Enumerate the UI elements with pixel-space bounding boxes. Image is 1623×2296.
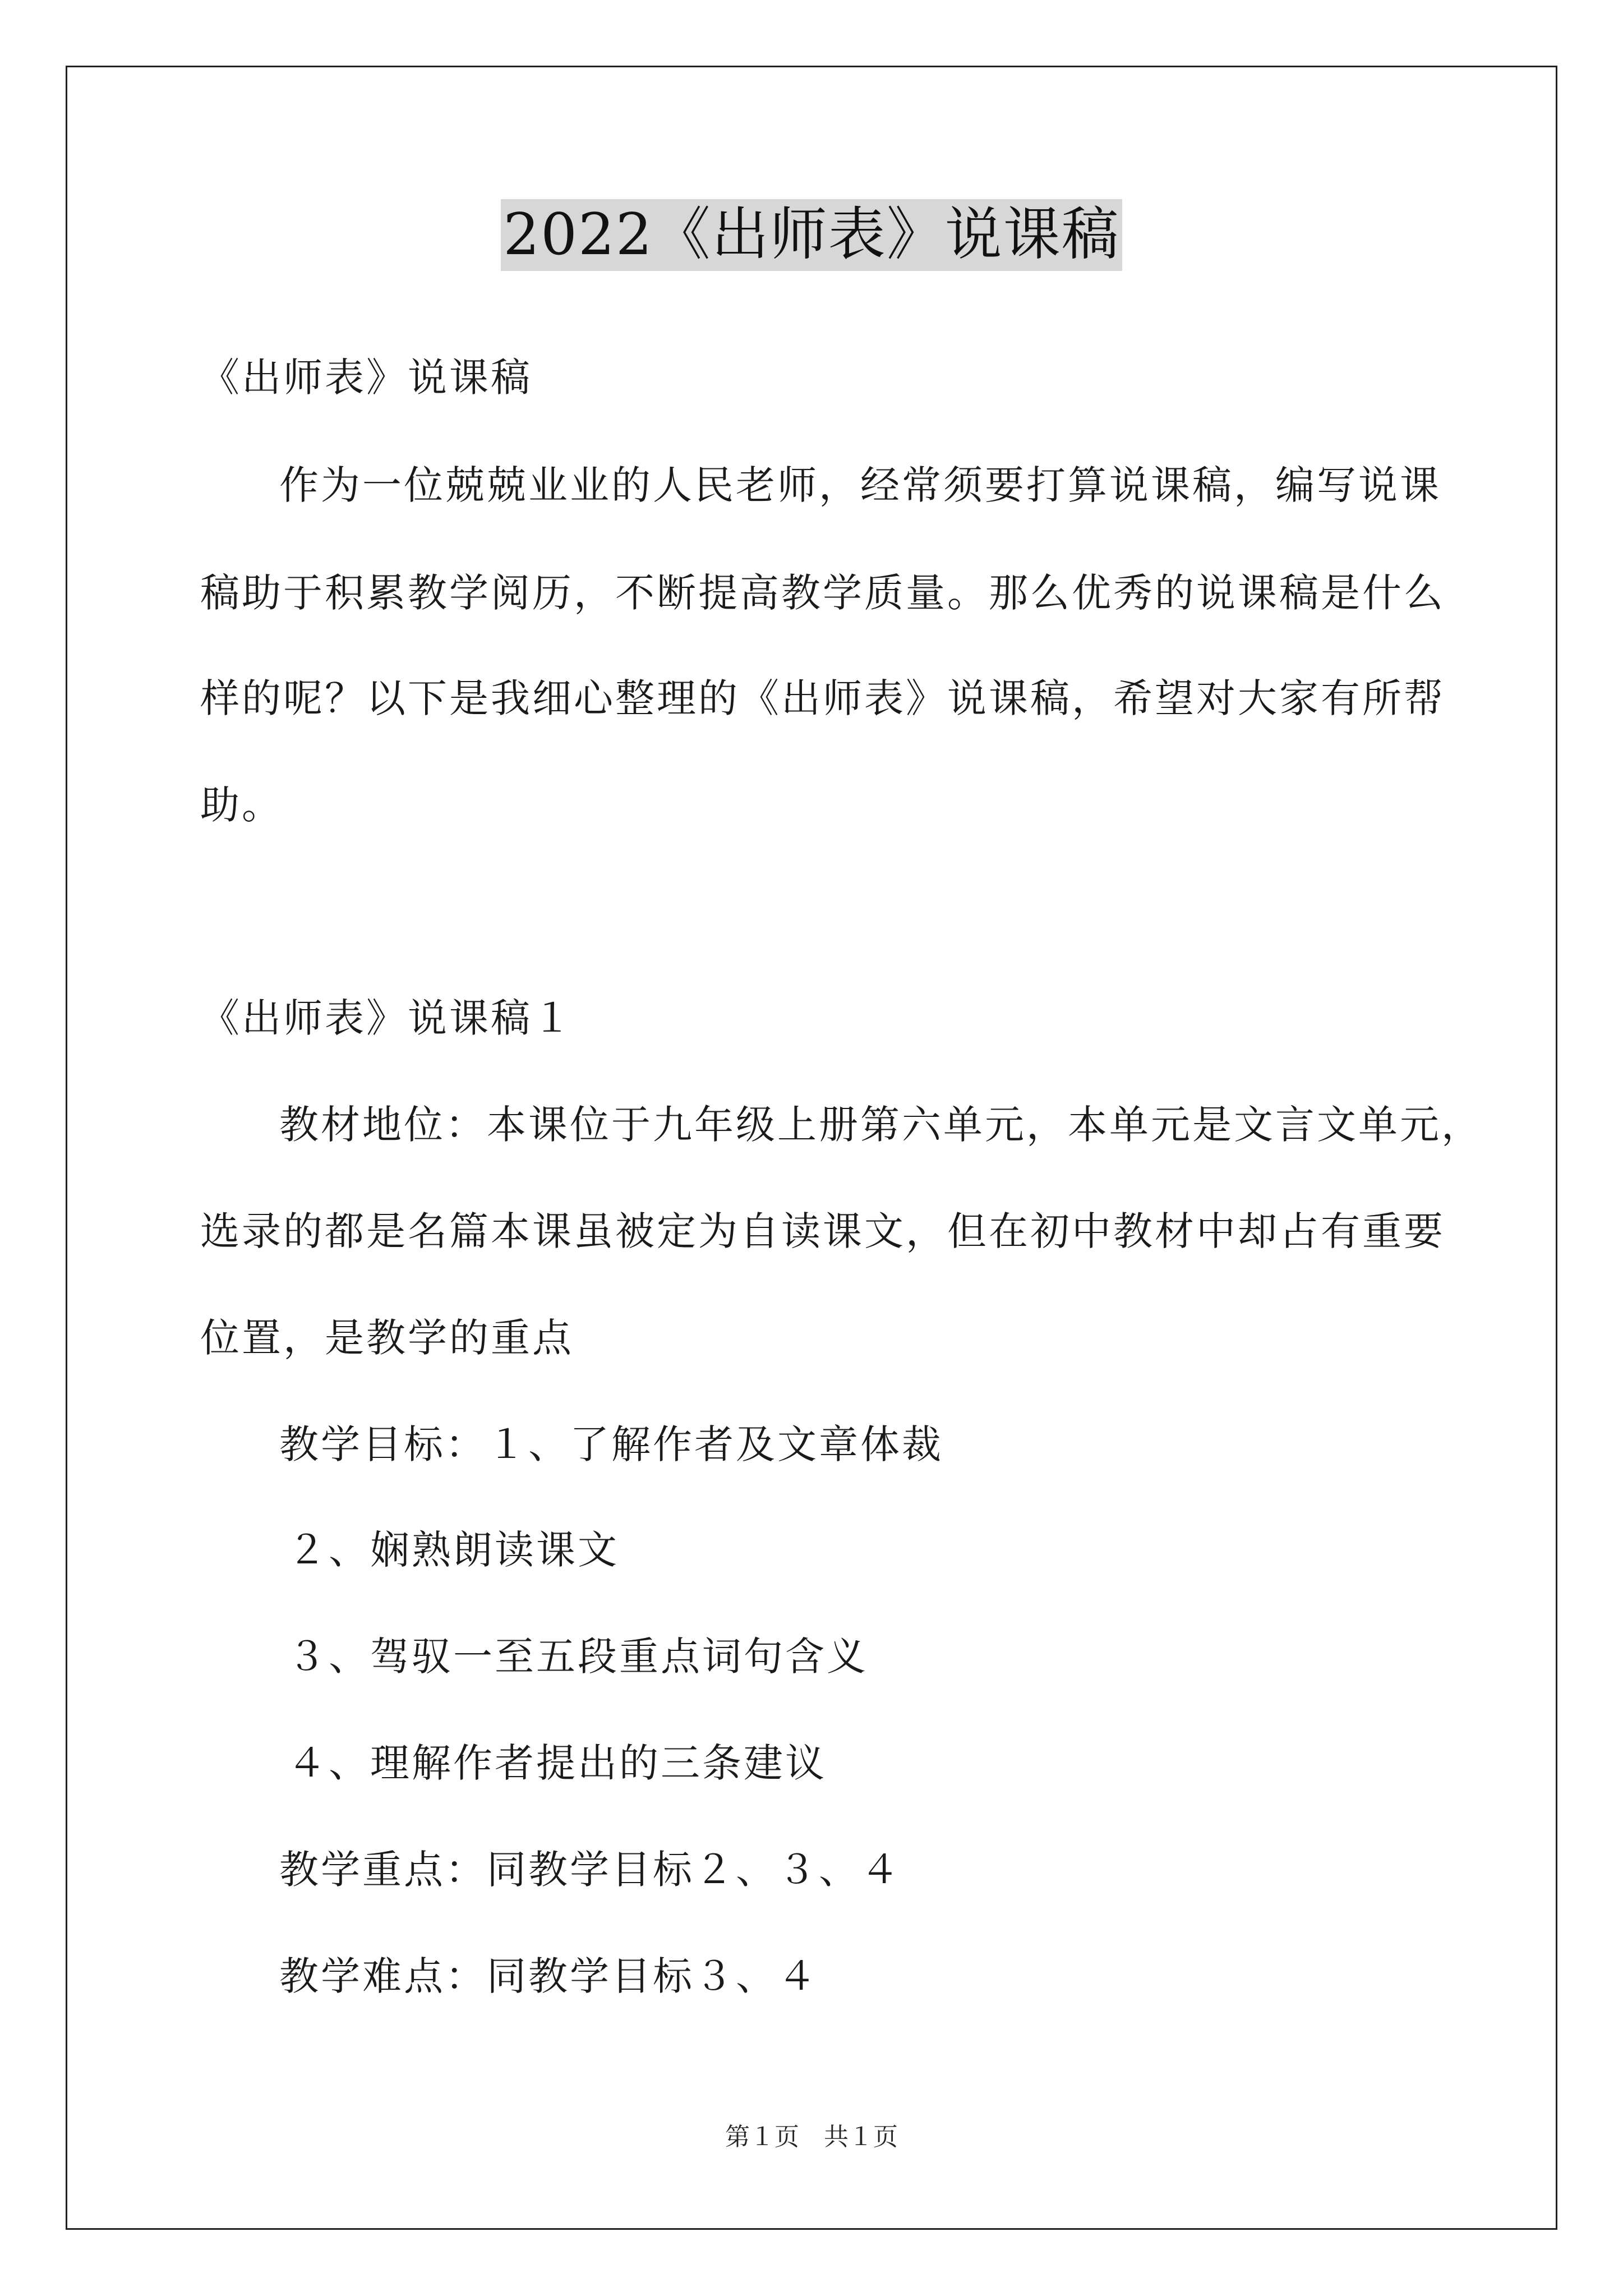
title-container xyxy=(0,199,1623,271)
teaching-goals-line: 教学目标：１、了解作者及文章体裁 xyxy=(279,1421,943,1467)
document-subtitle: 《出师表》说课稿 xyxy=(200,355,532,401)
position-line: 选录的都是名篇本课虽被定为自读课文，但在初中教材中却占有重要 xyxy=(200,1208,1445,1254)
goal-item: ３、驾驭一至五段重点词句含义 xyxy=(287,1634,868,1680)
document-title: 2022《出师表》说课稿 xyxy=(501,199,1122,271)
intro-line: 作为一位兢兢业业的人民老师，经常须要打算说课稿，编写说课 xyxy=(279,462,1441,508)
intro-line: 稿助于积累教学阅历，不断提高教学质量。那么优秀的说课稿是什么 xyxy=(200,570,1445,616)
position-line: 教材地位：本课位于九年级上册第六单元，本单元是文言文单元， xyxy=(279,1102,1483,1148)
key-points-line: 教学重点：同教学目标２、３、４ xyxy=(279,1847,902,1893)
intro-line: 助。 xyxy=(200,782,283,828)
intro-line: 样的呢？以下是我细心整理的《出师表》说课稿，希望对大家有所帮 xyxy=(200,675,1445,721)
difficult-points-line: 教学难点：同教学目标３、４ xyxy=(279,1953,819,1999)
section-heading: 《出师表》说课稿１ xyxy=(200,995,574,1041)
page-footer: 第１页 共１页 xyxy=(725,2123,898,2151)
goal-item: ２、娴熟朗读课文 xyxy=(287,1527,619,1573)
goal-item: ４、理解作者提出的三条建议 xyxy=(287,1740,827,1786)
position-line: 位置，是教学的重点 xyxy=(200,1315,574,1361)
